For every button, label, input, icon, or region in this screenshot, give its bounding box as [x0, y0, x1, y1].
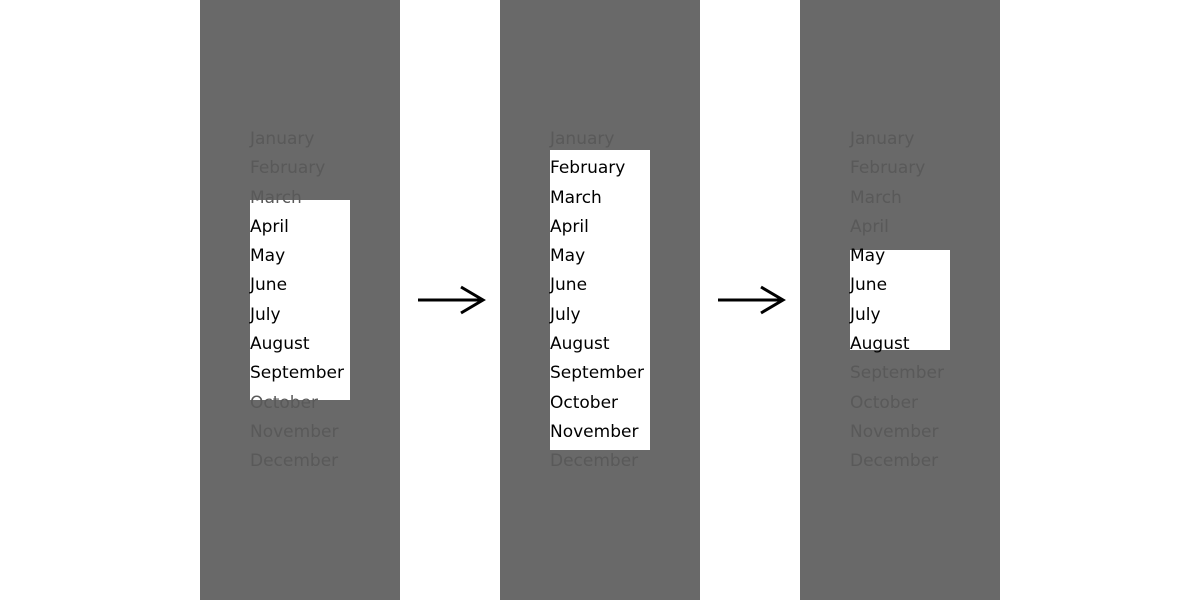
- month-item: February: [850, 158, 926, 179]
- month-list: [550, 128, 644, 480]
- month-item: December: [550, 451, 639, 472]
- month-item: May: [550, 246, 586, 267]
- month-item: July: [250, 304, 281, 325]
- month-item: October: [250, 392, 319, 413]
- month-item: August: [250, 334, 310, 355]
- month-item: October: [550, 392, 619, 413]
- month-item: August: [850, 334, 910, 355]
- month-item: October: [850, 392, 919, 413]
- month-item: March: [250, 187, 302, 208]
- month-item: December: [850, 451, 939, 472]
- month-item: March: [550, 187, 602, 208]
- month-item: September: [550, 363, 644, 384]
- month-item: July: [550, 304, 581, 325]
- month-item: December: [250, 451, 339, 472]
- month-item: September: [850, 363, 944, 384]
- month-item: November: [250, 421, 339, 442]
- right-arrow-icon: [715, 280, 787, 320]
- month-list: [250, 128, 344, 480]
- month-item: July: [850, 304, 881, 325]
- month-item: April: [550, 216, 589, 237]
- month-item: January: [550, 129, 615, 149]
- month-item: June: [250, 275, 288, 296]
- scroll-panel-3: [800, 0, 1000, 600]
- month-item: May: [850, 246, 886, 267]
- scroll-panel-1: [200, 0, 400, 600]
- right-arrow-icon: [415, 280, 487, 320]
- month-item: May: [250, 246, 286, 267]
- month-item: February: [550, 158, 626, 179]
- month-item: March: [850, 187, 902, 208]
- month-list: [850, 128, 944, 480]
- month-item: January: [250, 129, 315, 149]
- month-item: November: [850, 421, 939, 442]
- scroll-panel-2: [500, 0, 700, 600]
- month-item: June: [850, 275, 888, 296]
- month-item: June: [550, 275, 588, 296]
- month-item: November: [550, 421, 639, 442]
- month-item: January: [850, 129, 915, 149]
- month-item: February: [250, 158, 326, 179]
- month-item: April: [850, 216, 889, 237]
- month-item: August: [550, 334, 610, 355]
- month-item: April: [250, 216, 289, 237]
- month-item: September: [250, 363, 344, 384]
